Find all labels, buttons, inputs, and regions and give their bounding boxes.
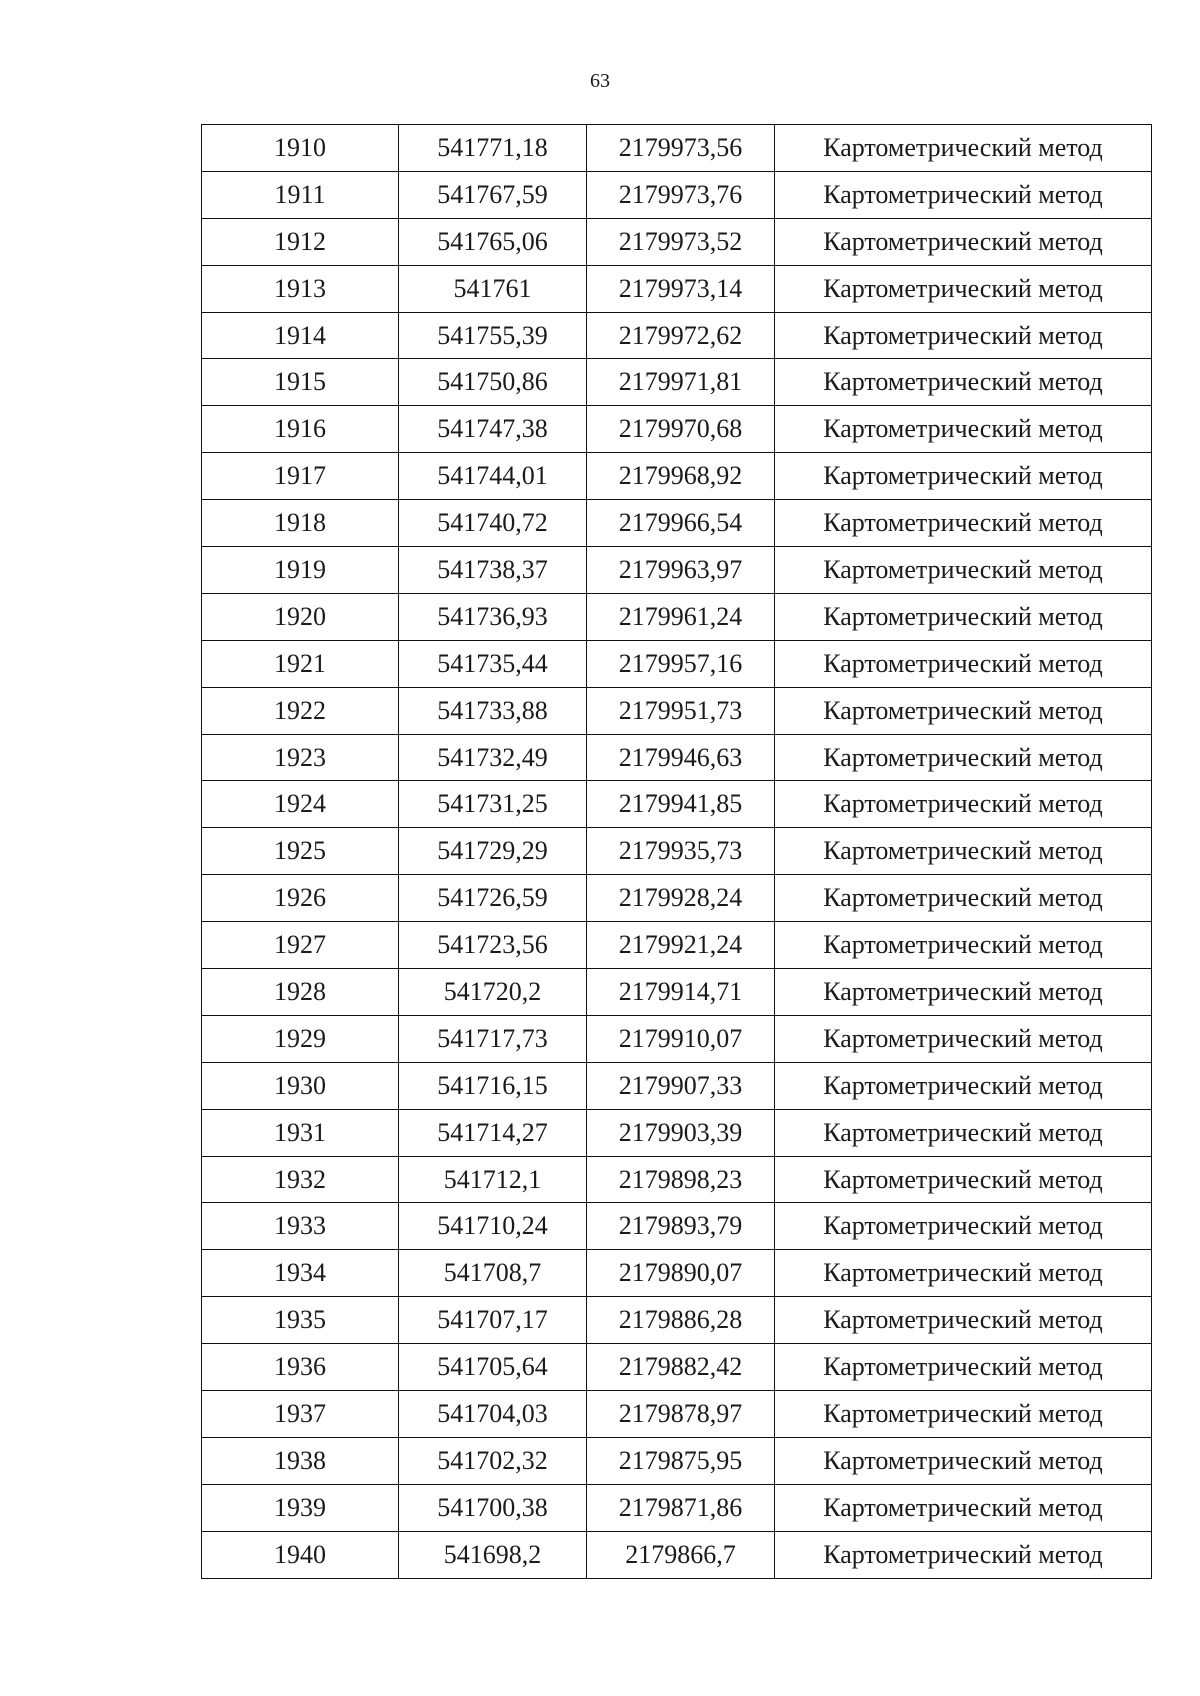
method-cell: Картометрический метод — [775, 1109, 1152, 1156]
x-coordinate-cell: 541698,2 — [399, 1531, 587, 1578]
point-number-cell: 1921 — [202, 640, 399, 687]
x-coordinate-cell: 541720,2 — [399, 969, 587, 1016]
point-number-cell: 1932 — [202, 1156, 399, 1203]
x-coordinate-cell: 541735,44 — [399, 640, 587, 687]
y-coordinate-cell: 2179882,42 — [587, 1344, 775, 1391]
point-number-cell: 1914 — [202, 312, 399, 359]
table-row — [202, 828, 1152, 875]
method-cell: Картометрический метод — [775, 687, 1152, 734]
point-number-cell: 1935 — [202, 1297, 399, 1344]
method-cell: Картометрический метод — [775, 500, 1152, 547]
table-row — [202, 593, 1152, 640]
table-row — [202, 1297, 1152, 1344]
x-coordinate-cell: 541729,29 — [399, 828, 587, 875]
method-cell: Картометрический метод — [775, 125, 1152, 172]
table-row — [202, 171, 1152, 218]
point-number-cell: 1911 — [202, 171, 399, 218]
point-number-cell: 1913 — [202, 265, 399, 312]
y-coordinate-cell: 2179903,39 — [587, 1109, 775, 1156]
x-coordinate-cell: 541705,64 — [399, 1344, 587, 1391]
method-cell: Картометрический метод — [775, 969, 1152, 1016]
table-row — [202, 969, 1152, 1016]
point-number-cell: 1931 — [202, 1109, 399, 1156]
y-coordinate-cell: 2179928,24 — [587, 875, 775, 922]
point-number-cell: 1929 — [202, 1015, 399, 1062]
x-coordinate-cell: 541732,49 — [399, 734, 587, 781]
table-row — [202, 1344, 1152, 1391]
table-row — [202, 922, 1152, 969]
y-coordinate-cell: 2179907,33 — [587, 1062, 775, 1109]
method-cell: Картометрический метод — [775, 922, 1152, 969]
point-number-cell: 1925 — [202, 828, 399, 875]
x-coordinate-cell: 541707,17 — [399, 1297, 587, 1344]
table-row — [202, 687, 1152, 734]
table-row — [202, 1109, 1152, 1156]
x-coordinate-cell: 541712,1 — [399, 1156, 587, 1203]
method-cell: Картометрический метод — [775, 1015, 1152, 1062]
method-cell: Картометрический метод — [775, 1297, 1152, 1344]
y-coordinate-cell: 2179970,68 — [587, 406, 775, 453]
method-cell: Картометрический метод — [775, 640, 1152, 687]
method-cell: Картометрический метод — [775, 1531, 1152, 1578]
x-coordinate-cell: 541733,88 — [399, 687, 587, 734]
y-coordinate-cell: 2179972,62 — [587, 312, 775, 359]
y-coordinate-cell: 2179951,73 — [587, 687, 775, 734]
y-coordinate-cell: 2179966,54 — [587, 500, 775, 547]
y-coordinate-cell: 2179893,79 — [587, 1203, 775, 1250]
point-number-cell: 1940 — [202, 1531, 399, 1578]
table-row — [202, 1484, 1152, 1531]
method-cell: Картометрический метод — [775, 1344, 1152, 1391]
x-coordinate-cell: 541704,03 — [399, 1391, 587, 1438]
table-row — [202, 1437, 1152, 1484]
method-cell: Картометрический метод — [775, 1484, 1152, 1531]
y-coordinate-cell: 2179946,63 — [587, 734, 775, 781]
x-coordinate-cell: 541767,59 — [399, 171, 587, 218]
y-coordinate-cell: 2179875,95 — [587, 1437, 775, 1484]
point-number-cell: 1915 — [202, 359, 399, 406]
point-number-cell: 1924 — [202, 781, 399, 828]
x-coordinate-cell: 541744,01 — [399, 453, 587, 500]
x-coordinate-cell: 541731,25 — [399, 781, 587, 828]
x-coordinate-cell: 541710,24 — [399, 1203, 587, 1250]
y-coordinate-cell: 2179957,16 — [587, 640, 775, 687]
y-coordinate-cell: 2179886,28 — [587, 1297, 775, 1344]
point-number-cell: 1910 — [202, 125, 399, 172]
x-coordinate-cell: 541736,93 — [399, 593, 587, 640]
point-number-cell: 1922 — [202, 687, 399, 734]
y-coordinate-cell: 2179935,73 — [587, 828, 775, 875]
table-row — [202, 547, 1152, 594]
x-coordinate-cell: 541723,56 — [399, 922, 587, 969]
point-number-cell: 1920 — [202, 593, 399, 640]
y-coordinate-cell: 2179890,07 — [587, 1250, 775, 1297]
x-coordinate-cell: 541765,06 — [399, 218, 587, 265]
point-number-cell: 1923 — [202, 734, 399, 781]
y-coordinate-cell: 2179973,52 — [587, 218, 775, 265]
x-coordinate-cell: 541761 — [399, 265, 587, 312]
x-coordinate-cell: 541726,59 — [399, 875, 587, 922]
y-coordinate-cell: 2179866,7 — [587, 1531, 775, 1578]
y-coordinate-cell: 2179973,56 — [587, 125, 775, 172]
y-coordinate-cell: 2179961,24 — [587, 593, 775, 640]
x-coordinate-cell: 541738,37 — [399, 547, 587, 594]
x-coordinate-cell: 541702,32 — [399, 1437, 587, 1484]
method-cell: Картометрический метод — [775, 593, 1152, 640]
method-cell: Картометрический метод — [775, 828, 1152, 875]
point-number-cell: 1936 — [202, 1344, 399, 1391]
coordinates-table-body — [202, 125, 1152, 1579]
point-number-cell: 1928 — [202, 969, 399, 1016]
table-row — [202, 359, 1152, 406]
y-coordinate-cell: 2179973,14 — [587, 265, 775, 312]
method-cell: Картометрический метод — [775, 875, 1152, 922]
table-row — [202, 1250, 1152, 1297]
table-row — [202, 875, 1152, 922]
x-coordinate-cell: 541750,86 — [399, 359, 587, 406]
x-coordinate-cell: 541716,15 — [399, 1062, 587, 1109]
y-coordinate-cell: 2179971,81 — [587, 359, 775, 406]
x-coordinate-cell: 541755,39 — [399, 312, 587, 359]
method-cell: Картометрический метод — [775, 359, 1152, 406]
method-cell: Картометрический метод — [775, 218, 1152, 265]
x-coordinate-cell: 541700,38 — [399, 1484, 587, 1531]
point-number-cell: 1917 — [202, 453, 399, 500]
table-row — [202, 1156, 1152, 1203]
x-coordinate-cell: 541740,72 — [399, 500, 587, 547]
y-coordinate-cell: 2179871,86 — [587, 1484, 775, 1531]
table-row — [202, 1015, 1152, 1062]
table-row — [202, 1203, 1152, 1250]
table-row — [202, 734, 1152, 781]
table-row — [202, 1531, 1152, 1578]
table-row — [202, 500, 1152, 547]
point-number-cell: 1934 — [202, 1250, 399, 1297]
method-cell: Картометрический метод — [775, 1250, 1152, 1297]
table-row — [202, 312, 1152, 359]
method-cell: Картометрический метод — [775, 312, 1152, 359]
table-row — [202, 406, 1152, 453]
x-coordinate-cell: 541717,73 — [399, 1015, 587, 1062]
table-row — [202, 781, 1152, 828]
table-row — [202, 125, 1152, 172]
table-row — [202, 1062, 1152, 1109]
y-coordinate-cell: 2179910,07 — [587, 1015, 775, 1062]
table-row — [202, 453, 1152, 500]
x-coordinate-cell: 541708,7 — [399, 1250, 587, 1297]
method-cell: Картометрический метод — [775, 1062, 1152, 1109]
point-number-cell: 1916 — [202, 406, 399, 453]
point-number-cell: 1919 — [202, 547, 399, 594]
method-cell: Картометрический метод — [775, 547, 1152, 594]
point-number-cell: 1927 — [202, 922, 399, 969]
x-coordinate-cell: 541747,38 — [399, 406, 587, 453]
point-number-cell: 1926 — [202, 875, 399, 922]
x-coordinate-cell: 541714,27 — [399, 1109, 587, 1156]
point-number-cell: 1939 — [202, 1484, 399, 1531]
y-coordinate-cell: 2179968,92 — [587, 453, 775, 500]
point-number-cell: 1938 — [202, 1437, 399, 1484]
method-cell: Картометрический метод — [775, 1437, 1152, 1484]
method-cell: Картометрический метод — [775, 171, 1152, 218]
y-coordinate-cell: 2179914,71 — [587, 969, 775, 1016]
method-cell: Картометрический метод — [775, 453, 1152, 500]
table-row — [202, 265, 1152, 312]
y-coordinate-cell: 2179941,85 — [587, 781, 775, 828]
x-coordinate-cell: 541771,18 — [399, 125, 587, 172]
point-number-cell: 1912 — [202, 218, 399, 265]
y-coordinate-cell: 2179973,76 — [587, 171, 775, 218]
point-number-cell: 1937 — [202, 1391, 399, 1438]
coordinates-table — [201, 124, 1152, 1579]
y-coordinate-cell: 2179963,97 — [587, 547, 775, 594]
table-row — [202, 640, 1152, 687]
page-number: 63 — [590, 70, 610, 92]
method-cell: Картометрический метод — [775, 781, 1152, 828]
method-cell: Картометрический метод — [775, 406, 1152, 453]
point-number-cell: 1930 — [202, 1062, 399, 1109]
method-cell: Картометрический метод — [775, 1203, 1152, 1250]
point-number-cell: 1918 — [202, 500, 399, 547]
method-cell: Картометрический метод — [775, 734, 1152, 781]
table-row — [202, 1391, 1152, 1438]
y-coordinate-cell: 2179878,97 — [587, 1391, 775, 1438]
point-number-cell: 1933 — [202, 1203, 399, 1250]
y-coordinate-cell: 2179898,23 — [587, 1156, 775, 1203]
table-row — [202, 218, 1152, 265]
y-coordinate-cell: 2179921,24 — [587, 922, 775, 969]
method-cell: Картометрический метод — [775, 265, 1152, 312]
method-cell: Картометрический метод — [775, 1391, 1152, 1438]
method-cell: Картометрический метод — [775, 1156, 1152, 1203]
